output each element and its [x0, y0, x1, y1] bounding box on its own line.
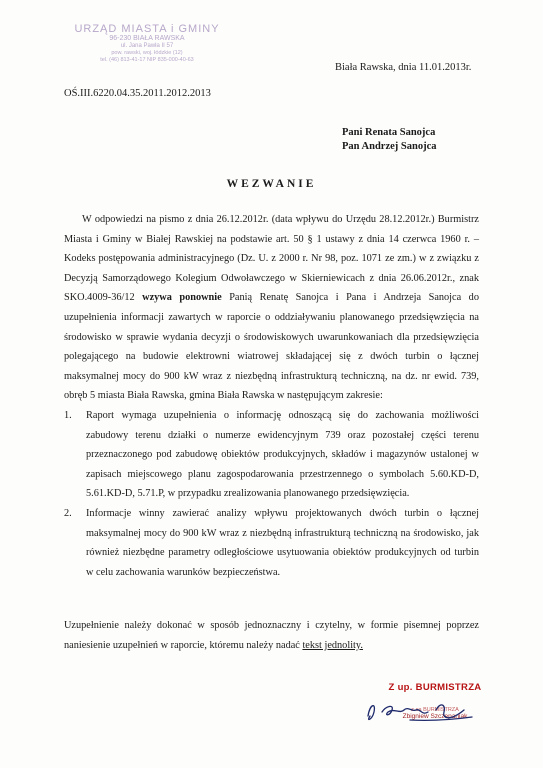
handwritten-signature	[360, 690, 480, 730]
closing-underlined-text: tekst jednolity.	[302, 639, 363, 651]
signature-role: z-ca BURMISTRZA	[411, 707, 459, 713]
stamp-line-4: pow. rawski, woj. łódzkie (12)	[111, 50, 183, 56]
reference-number: OŚ.III.6220.04.35.2011.2012.2013	[64, 88, 211, 99]
list-item-text: Informacje winny zawierać analizy wpływu projektowanych dwóch turbin o łącznej maksymalnej mocy do 900 kW wraz z niezbędną infrastrukturą techniczną na środowisko, jak również niezbędne parametry odległościowe usytuowania obiektów produkcyjnych od turbin w celu zachowania warunków bezpieczeństwa.	[86, 507, 479, 578]
list-item-number: 2.	[64, 507, 72, 519]
stamp-line-5: tel. (46) 813-41-17 NIP 835-000-40-63	[100, 57, 194, 63]
list-item	[64, 406, 479, 504]
document-title: WEZWANIE	[226, 178, 317, 190]
signature-name: Zbigniew Szczepaniak	[402, 713, 468, 720]
intro-paragraph	[64, 210, 479, 406]
stamp-line-1: URZĄD MIASTA i GMINY	[74, 23, 220, 35]
list-item	[64, 504, 479, 582]
intro-text-b: Panią Renatę Sanojca i Pana i Andrzeja Sanojca do uzupełnienia informacji zawartych w raporcie o oddziaływaniu planowanego przedsięwzięcia na środowisko w sprawie wydania decyzji o środowiskowych uwarunkowaniach dla przedsięwzięcia polegającego na budowie elektrowni wiatrowej składającej się z dwóch turbin o łącznej maksymalnej mocy do 900 kW wraz z niezbędną infrastrukturą techniczną, na dz. nr ewid. 739, obręb 5 miasta Biała Rawska, gmina Biała Rawska w następującym zakresie:	[64, 292, 479, 402]
closing-text: Uzupełnienie należy dokonać w sposób jednoznaczny i czytelny, w formie pisemnej poprzez naniesienie uzupełnień w raporcie, któremu należy nadać	[64, 620, 479, 651]
intro-text-a: W odpowiedzi na pismo z dnia 26.12.2012r. (data wpływu do Urzędu 28.12.2012r.) Burmistrz Miasta i Gminy w Białej Rawskiej na podstawie art. 50 § 1 ustawy z dnia 14 czerwca 1960 r. – Kodeks postępowania administracyjnego (Dz. U. z 2000 r. Nr 98, poz. 1071 ze zm.) w z związku z Decyzją Samorządowego Kolegium Odwoławczego w Skierniewicach z dnia 26.06.2012r., znak SKO.4009-36/12	[64, 214, 479, 304]
list-item-text: Raport wymaga uzupełnienia o informację odnoszącą się do zachowania możliwości zabudowy terenu działki o numerze ewidencyjnym 739 oraz pozostałej części terenu przeznaczonego pod zabudowę obiektów produkcyjnych, składów i magazynów ustalonej w zapisach miejscowego planu zagospodarowania przestrzennego o symbolach 5.60.KD-D, 5.61.KD-D, 5.71.P, w przypadku zrealizowania planowanego przedsięwzięcia.	[86, 409, 479, 500]
addressee-block	[342, 126, 437, 154]
document-body	[64, 210, 479, 582]
place-and-date: Biała Rawska, dnia 11.01.2013r.	[335, 62, 472, 73]
addressee-line-2: Pan Andrzej Sanojca	[342, 141, 437, 152]
office-stamp	[72, 24, 222, 63]
intro-bold-phrase: wzywa ponownie	[142, 292, 222, 304]
addressee-line-1: Pani Renata Sanojca	[342, 127, 436, 138]
list-item-number: 1.	[64, 409, 72, 421]
closing-paragraph	[64, 616, 479, 655]
stamp-line-3: ul. Jana Pawła II 57	[120, 43, 174, 49]
requirements-list	[64, 406, 479, 582]
signature-label: Z up. BURMISTRZA	[388, 682, 482, 693]
stamp-line-2: 96-230 BIAŁA RAWSKA	[109, 35, 185, 42]
